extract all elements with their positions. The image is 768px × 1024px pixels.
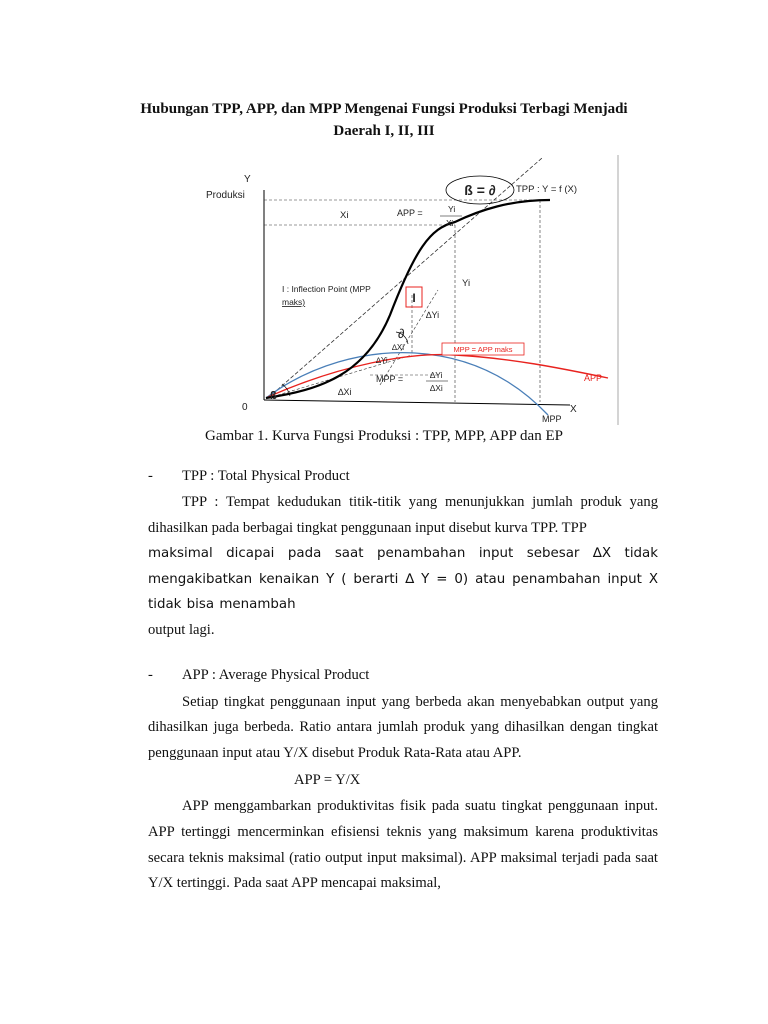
app-frac-den: Xi — [446, 218, 454, 228]
inflection-label-line1: I : Inflection Point (MPP — [282, 284, 371, 294]
mpp-eq-lhs: MPP = — [376, 374, 404, 384]
beta-partial-label: ß = ∂ — [464, 182, 496, 198]
figure-caption: Gambar 1. Kurva Fungsi Produksi : TPP, MPP, APP dan EP — [205, 428, 563, 444]
mpp-curve — [266, 353, 548, 415]
mpp-frac-num: ∆Yi — [430, 370, 443, 380]
partial-label: ∂ — [398, 326, 405, 341]
app-bullet-text: APP : Average Physical Product — [182, 667, 370, 684]
tpp-bullet — [148, 462, 658, 490]
production-curve-diagram — [190, 150, 620, 425]
bullet-dash: - — [148, 467, 153, 484]
mpp-frac-den: ∆Xi — [430, 383, 443, 393]
mpp-curve-label: MPP — [542, 414, 562, 424]
page-title: Hubungan TPP, APP, dan MPP Mengenai Fungsi Produksi Terbagi Menjadi Daerah I, II, III — [140, 101, 628, 139]
tpp-curve-label: TPP : Y = f (X) — [516, 184, 577, 195]
app-paragraph-2: APP menggambarkan produktivitas fisik pada suatu tingkat penggunaan input. APP tertinggi mencerminkan efisiensi teknis yang maksimum karena produktivitas secara teknis maksimal (ratio output input maksimal). APP maksimal terjadi pada saat Y/X tertinggi. Pada saat APP mencapai maksimal, — [148, 798, 658, 892]
tpp-paragraph-2: maksimal dicapai pada saat penambahan input sebesar ∆X tidak mengakibatkan kenaikan Y ( berarti ∆ Y = 0) atau penambahan input X tidak bisa menambah — [148, 546, 658, 613]
small-delta-yi: ∆Yi — [376, 356, 388, 365]
app-bullet — [148, 662, 658, 690]
app-frac-num: Yi — [448, 204, 456, 214]
app-curve-label: APP — [584, 373, 603, 383]
document-body — [148, 462, 658, 897]
beta-label: ß — [270, 390, 277, 402]
bullet-dash: - — [148, 667, 153, 684]
yi-label: Yi — [462, 278, 471, 289]
y-axis-label: Produksi — [206, 190, 245, 201]
bottom-delta-xi: ∆Xi — [338, 387, 352, 397]
small-delta-xi: ∆Xi — [392, 343, 405, 352]
app-eq-lhs: APP = — [397, 208, 423, 218]
x-axis-letter: X — [570, 404, 577, 415]
tpp-paragraph-3: output lagi. — [148, 621, 215, 638]
tpp-curve — [266, 200, 550, 398]
app-formula: APP = Y/X — [294, 772, 361, 789]
inflection-box-label: I — [412, 291, 416, 305]
app-paragraph-1: Setiap tingkat penggunaan input yang berbeda akan menyebabkan output yang dihasilkan juga berbeda. Ratio antara jumlah produk yang dihasilkan dengan tingkat penggunaan input atau Y/X disebut Produk Rata-Rata atau APP. — [148, 693, 658, 761]
x-axis — [264, 400, 570, 405]
section-gap — [148, 644, 658, 662]
delta-yi-label: ∆Yi — [426, 310, 440, 320]
production-function-figure — [190, 150, 620, 425]
mpp-app-maks-label: MPP = APP maks — [453, 345, 513, 354]
y-axis-letter: Y — [244, 174, 251, 185]
tpp-paragraph-1: TPP : Tempat kedudukan titik-titik yang menunjukkan jumlah produk yang dihasilkan pada berbagai tingkat penggunaan input disebut kurva TPP. TPP — [148, 494, 658, 536]
tpp-bullet-text: TPP : Total Physical Product — [182, 467, 350, 484]
origin-label: 0 — [242, 402, 248, 413]
xi-label: Xi — [340, 210, 349, 221]
inflection-label-line2: maks) — [282, 297, 306, 307]
